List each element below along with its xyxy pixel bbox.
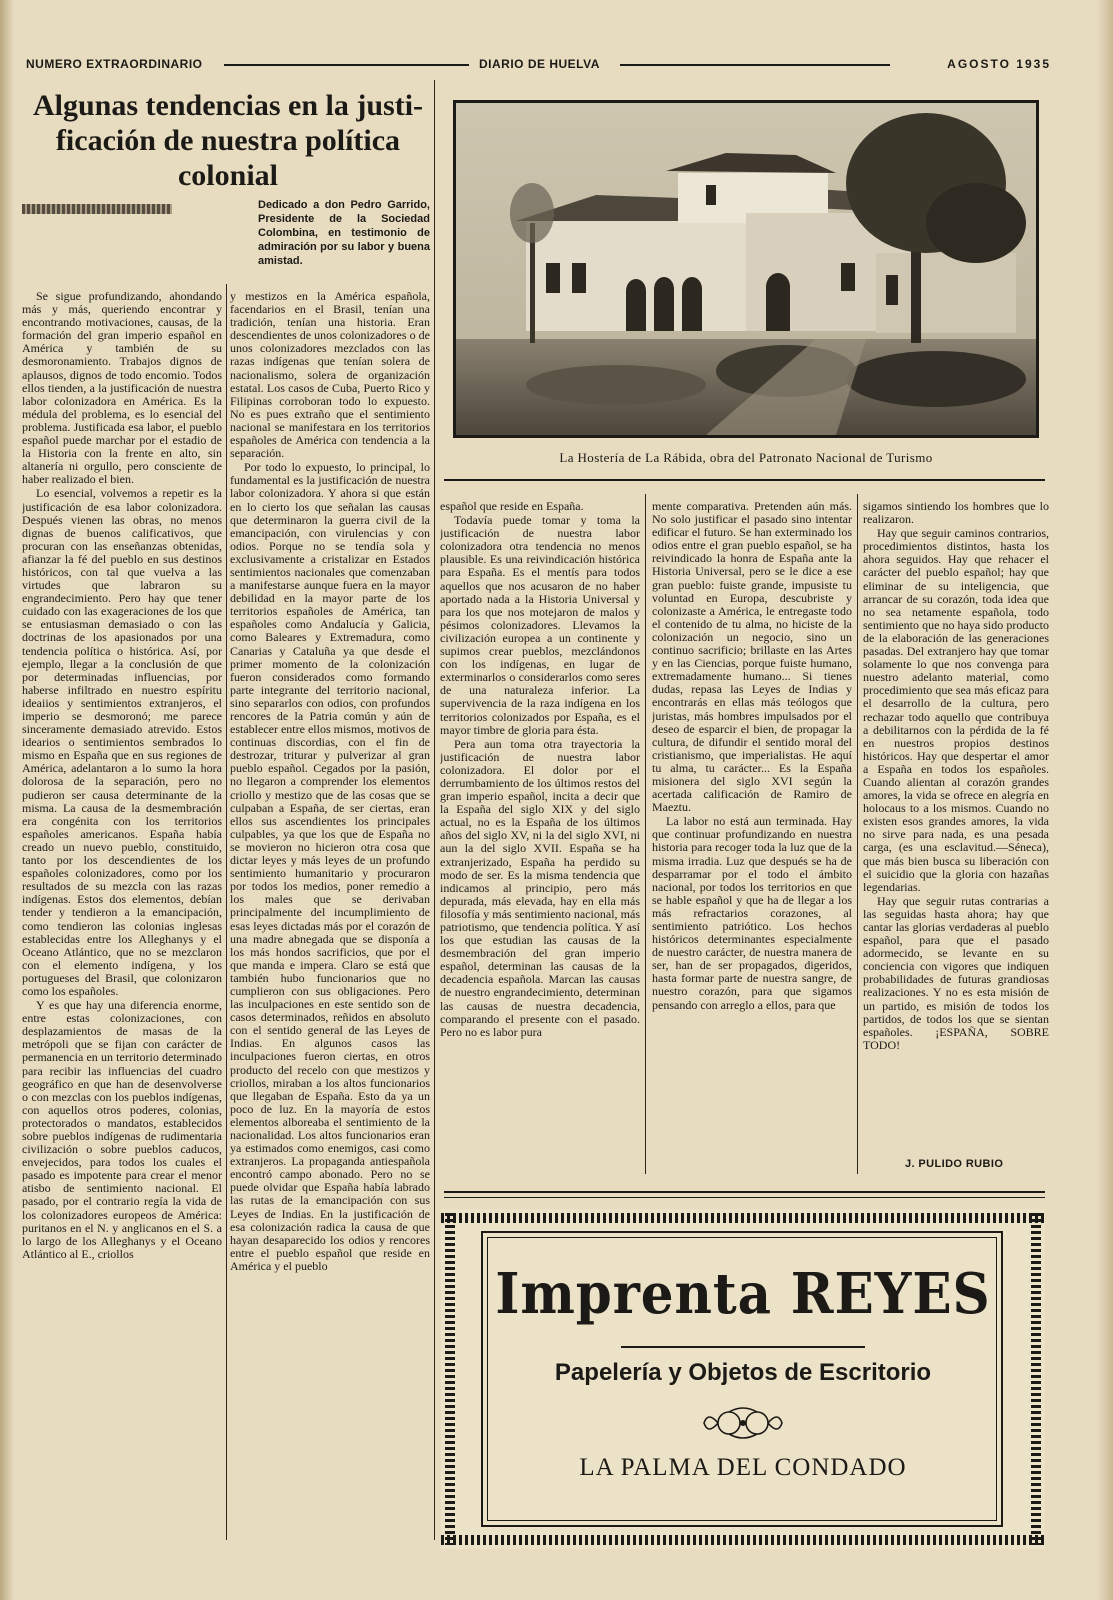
ad-town: LA PALMA DEL CONDADO xyxy=(579,1454,907,1481)
article-dedication: Dedicado a don Pedro Garrido, Presidente de la Sociedad Colombina, en testimonio de admiración por su labor y buena amistad. xyxy=(258,199,430,267)
hosteria-photo xyxy=(453,100,1039,438)
paragraph: La labor no está aun terminada. Hay que continuar profundizando en nuestra historia para recoger toda la luz que de la misma irradia. Luz que después se ha de desparramar por el todo el ámbito nacional, por todos los territorios en que se hable español y que ha de llegar a los más refractarios corazones, al sentimiento patriótico. Los hechos históricos determinantes especialmente de nuestro carácter, de nuestra manera de ser, han de ser propagados, digeridos, hasta formar parte de nuestra sangre, de nuestro corazón, para que sigamos pensando con arreglo a ellos, para que xyxy=(652,814,852,1012)
article-headline: Algunas tendencias en la justi-ficación de nuestra política colonial xyxy=(32,89,424,192)
page-edge-shadow xyxy=(1097,0,1113,1600)
paragraph: Hay que seguir caminos contrarios, procedimientos distintos, hasta los ahora seguidos. Hay que rehacer el carácter del pueblo español; hay que eliminar de su inteligencia, que arrancar de su corazón, toda idea que no sea netamente española, todo sentimiento que no haya sido producto de la elaboración de las generaciones pasadas. Del extranjero hay que tomar solamente lo que nos convenga para nuestro adelanto material, como procedimiento que sea más eficaz para el desarrollo de la cultura, pero rechazar todo aquello que contribuya a debilitarnos con la pérdida de la fé en nuestros propios destinos históricos. Hay que despertar el amor a España en todos los españoles. Cuando alientan al corazón grandes amores, la vida se ofrece en alegría en holocaus to a los mismos. Cuando no existen esos grandes amores, la vida no sirve para nada, es una pesada carga, (es una esclavitud.—Séneca), que más bien busca su liberación con el suicidio que la gloria con hazañas legendarias. xyxy=(863,526,1049,894)
section-rule xyxy=(444,479,1045,481)
ad-tagline: Papelería y Objetos de Escritorio xyxy=(554,1359,932,1386)
photo-caption: La Hostería de La Rábida, obra del Patronato Nacional de Turismo xyxy=(559,450,933,465)
paragraph: Todavía puede tomar y toma la justificación de nuestra labor colonizadora otra tendencia no menos plausible. Es una reivindicación histórica para España. Es el mentís para todos aquellos que nos acusaron de no haber aportado nada a la Historia Universal y para los que nos motejaron de malos y pésimos colonizadores. Llevamos la civilización europea a un continente y supimos crear pueblos, mezclándonos con los indígenas, en lugar de exterminarlos o considerarlos como seres de una naturaleza inferior. La supervivencia de la raza indígena en los territorios colonizados por España, es el mayor timbre de gloria para ésta. xyxy=(440,513,640,737)
article-column-5 xyxy=(863,500,1049,1155)
column-rule xyxy=(645,494,646,1174)
advertisement xyxy=(441,1209,1045,1549)
paragraph: sigamos sintiendo los hombres que lo realizaron. xyxy=(863,500,1049,527)
ornamental-border-top xyxy=(441,1213,1045,1223)
section-rule xyxy=(444,1191,1045,1193)
column-rule xyxy=(226,284,227,1540)
page-spine-shadow xyxy=(0,0,14,1600)
column-rule xyxy=(434,80,435,1540)
masthead-rule-left xyxy=(224,64,469,66)
masthead-date: AGOSTO 1935 xyxy=(947,57,1051,71)
paragraph: Y es que hay una diferencia enorme, entre estas colonizaciones, con desplazamientos de masas de la metrópoli que se fijan con carácter de permanencia en un territorio determinado para recibir las influencias del cuadro geográfico en que han de desenvolverse o con mezclas con los pueblos indígenas, con aquellos otros poderes, colonias, protectorados o mandatos, establecidos sobre pueblos indígenas de rudimentaria civilización o sobre pueblos caducos, envejecidos, para todos los cuales el pasado es impotente para crear el menor atisbo de sentimiento nacional. El pasado, por el contrario regía la vida de los colonizadores europeos de América: puritanos en el N. y anglicanos en el S. a lo largo de los Alleghanys y el Oceano Atlántico al E., criollos xyxy=(22,998,222,1261)
article-column-2 xyxy=(230,290,430,1546)
article-column-4 xyxy=(652,500,852,1172)
paragraph: Hay que seguir rutas contrarias a las seguidas hasta ahora; hay que cantar las glorias verdaderas al pueblo español, para que el pasado adormecido, se levante en su conciencia con vigores que indiquen probabilidades de futuras grandiosas realizaciones. Y no es esta misión de un partido, es misión de todos los partidos, de todos los que se sientan españoles. ¡ESPAÑA, SOBRE TODO! xyxy=(863,893,1049,1052)
paragraph: Lo esencial, volvemos a repetir es la justificación de esa labor colonizadora. Después vienen las obras, no menos dignas de buenos calificativos, que procuran con las enseñanzas obtenidas, afianzar la fé del pueblo en sus destinos históricos, con tal que vuelva a las virtudes que labraron su engrandecimiento. Pero hay que tener cuidado con las exageraciones de los que se entusiasman demasiado o con las doctrinas de los apasionados por una tendencia política o histórica. Así, por ejemplo, llegar a la conclusión de que por determinadas influencias, por haberse infiltrado en nuestro espíritu ideaiios y sentimientos extranjeros, el imperio se desmoronó; me parece sinceramente demasiado atrevido. Estos idearios o sentimientos sembrados lo mismo en España que en sus regiones de América, adelantaron a lo sumo la hora dolorosa de la separación, pero no pudieron ser causa determinante de la misma. La causa de la desmembración era congénita con los territorios españoles americanos. España había creado un nuevo pueblo, constituido, tanto por los descendientes de los españoles colonizadores, como por los resultados de su mezcla con las razas indígenas. Estos dos elementos, debían tender y tendieron a la emancipación, como tendieron las colonias inglesas establecidas entre los Alleghanys y el Oceano Atlántico, que no se mezclaron con el elemento indígena, y los portugueses del Brasil, que colonizaron como los españoles. xyxy=(22,486,222,998)
ad-separator xyxy=(621,1346,865,1348)
paragraph: Se sigue profundizando, ahondando más y más, queriendo encontrar y encontrando motivaciones, causas, de la formación del gran imperio español en América y también de su desmoronamiento. Trabajos dignos de aplausos, dignos de todo encomio. Todos ellos tienden, a la justificación de nuestra labor colonizadora en América. Es la médula del problema, es lo esencial del problema. Justificada esa labor, el pueblo español puede marchar por el estadio de la Historia con la frente en alto, sin altanería ni orgullo, pero consciente de haber realizado el bien. xyxy=(22,290,222,487)
paragraph: español que reside en España. xyxy=(440,500,584,513)
masthead-newspaper-name: DIARIO DE HUELVA xyxy=(479,57,600,71)
paragraph: y mestizos en la América española, facendarios en el Brasil, tenían una tradición, tenían una historia. Eran descendientes de unos colonizadores o de unos colonizadores mezclados con las razas indígenas que tenían solera de nacionalismo, solera de organización estatal. Los casos de Cuba, Puerto Rico y Filipinas corroboran todo lo expuesto. No es pues extraño que el sentimiento nacional se manifestara en los territorios españoles de América con tendencia a la separación. xyxy=(230,290,430,461)
article-column-1 xyxy=(22,290,222,1546)
ornament-rule xyxy=(22,204,172,214)
ornamental-border-bottom xyxy=(441,1535,1045,1545)
masthead-edition: NUMERO EXTRAORDINARIO xyxy=(26,57,203,71)
paragraph: mente comparativa. Pretenden aún más. No solo justificar el pasado sino intentar edificar el futuro. Se han exterminado los odios entre el gran pueblo español, se ha reivindicado la honra de España ante la Historia Universal, pero se le dice a ese gran pueblo: fuiste grande, impusiste tu voluntad en Europa, descubriste y colonizaste a América, le entregaste todo el contenido de tu alma, no hiciste de la colonización un negocio, sino un continuo sacrificio; brillaste en las Artes y en las Ciencias, porque fuiste humano, extremadamente humano... Si tienes dudas, repasa las Leyes de Indias y encontrarás en ellas más teólogos que juristas, más hombres impulsados por el deseo de esparcir el bien, de propagar la cultura, de difundir el sentido moral del cristianismo, que imperialistas. He aquí tu alma, tu carácter... Es la España misionera del siglo XVI según la acertada calificación de Ramiro de Maeztu. xyxy=(652,500,852,815)
article-column-3 xyxy=(440,500,640,1172)
paragraph: Por todo lo expuesto, lo principal, lo fundamental es la justificación de nuestra labor colonizadora. Y ahora si que están en lo cierto los que señalan las causas que determinaron la guerra civil de la emancipación, con virulencias y con odios. Porque no se tendía sola y exclusivamente a cristalizar en Estados sentimientos nacionales que comenzaban a manifestarse aunque fuera en la mayor debilidad en la mayor parte de los territorios españoles de América, tan españoles como Andalucía y Galicia, como Baleares y Extremadura, como Canarias y Cataluña ya que desde el primer momento de la colonización fueron considerados como formando parte integrante del territorio nacional, sino separarlos con odios, con profundos rencores de la Patria común y aún de establecer entre ellos mismos, motivos de continuas discordias, con el fin de destrozar, triturar y pulverizar al gran pueblo español. Cegados por la pasión, no llegaron a comprender los elementos criollo y mestizo que de las cosas que se culpaban a España, de ser ciertas, eran ellos sus ascendientes los principales culpables, ya que los que de España no se movieron no hicieron otra cosa que dictar leyes y más leyes de un profundo sentimiento humanitario y procuraron por todos los medios, poner remedio a los males que se derivaban principalmente del incumplimiento de esas leyes dictadas más por el corazón de una madre abnegada que se disponía a los más hondos sacrificios, que por el que manda e impera. Claro se está que también hubo funcionarios que no cumplieron con sus obligaciones. Pero las inculpaciones en este sentido son de casos determinados, reñidos en absoluto con el sentido general de las Leyes de Indias. En algunos casos las inculpaciones fueron ciertas, en otros producto del recelo con que mestizos y criollos, miraban a los altos funcionarios que llegaban de España. Esto da ya un poco de luz. En la mayoría de estos elementos alboreaba el sentimiento de la nacionalidad. Los altos funcionarios eran ya estimados como enemigos, casi como extranjeros. La propaganda antiespañola encontró campo abonado. Pero no se puede olvidar que España había labrado las rutas de la emancipación con sus Leyes de Indias. En la justificación de esa colonización radica la causa de que hayan desaparecido los odios y rencores entre el pueblo español que reside en América y el pueblo xyxy=(230,460,430,1273)
column-rule xyxy=(857,494,858,1174)
article-signature: J. PULIDO RUBIO xyxy=(905,1158,1004,1170)
ornament-emblem-icon xyxy=(703,1405,783,1441)
ad-business-name: Imprenta REYES xyxy=(495,1261,991,1327)
masthead-rule-right xyxy=(620,64,890,66)
masthead xyxy=(26,56,1051,74)
section-rule xyxy=(444,1197,1045,1198)
paragraph: Pera aun toma otra trayectoria la justificación de nuestra labor colonizadora. El dolor por el derrumbamiento de los últimos restos del gran imperio español, incita a decir que la España del siglo XIX y del siglo actual, no es la España de los últimos años del siglo XV, ni la del siglo XVI, ni aun la del siglo XVII. España se ha extranjerizado, España ha perdido su modo de ser. Es la misma tendencia que indicamos al principio, pero más depurada, más elevada, hay en ella más filosofía y más sentimiento nacional, más patriotismo, que tendencia política. Y así los que estudian las causas de la desmembración del gran imperio español, determinan las causas de la decadencia española. Marcan las causas de nuestro engrandecimiento, determinan las causas de nuestra decadencia, comparando el presente con el pasado. Pero no es labor pura xyxy=(440,736,640,1039)
